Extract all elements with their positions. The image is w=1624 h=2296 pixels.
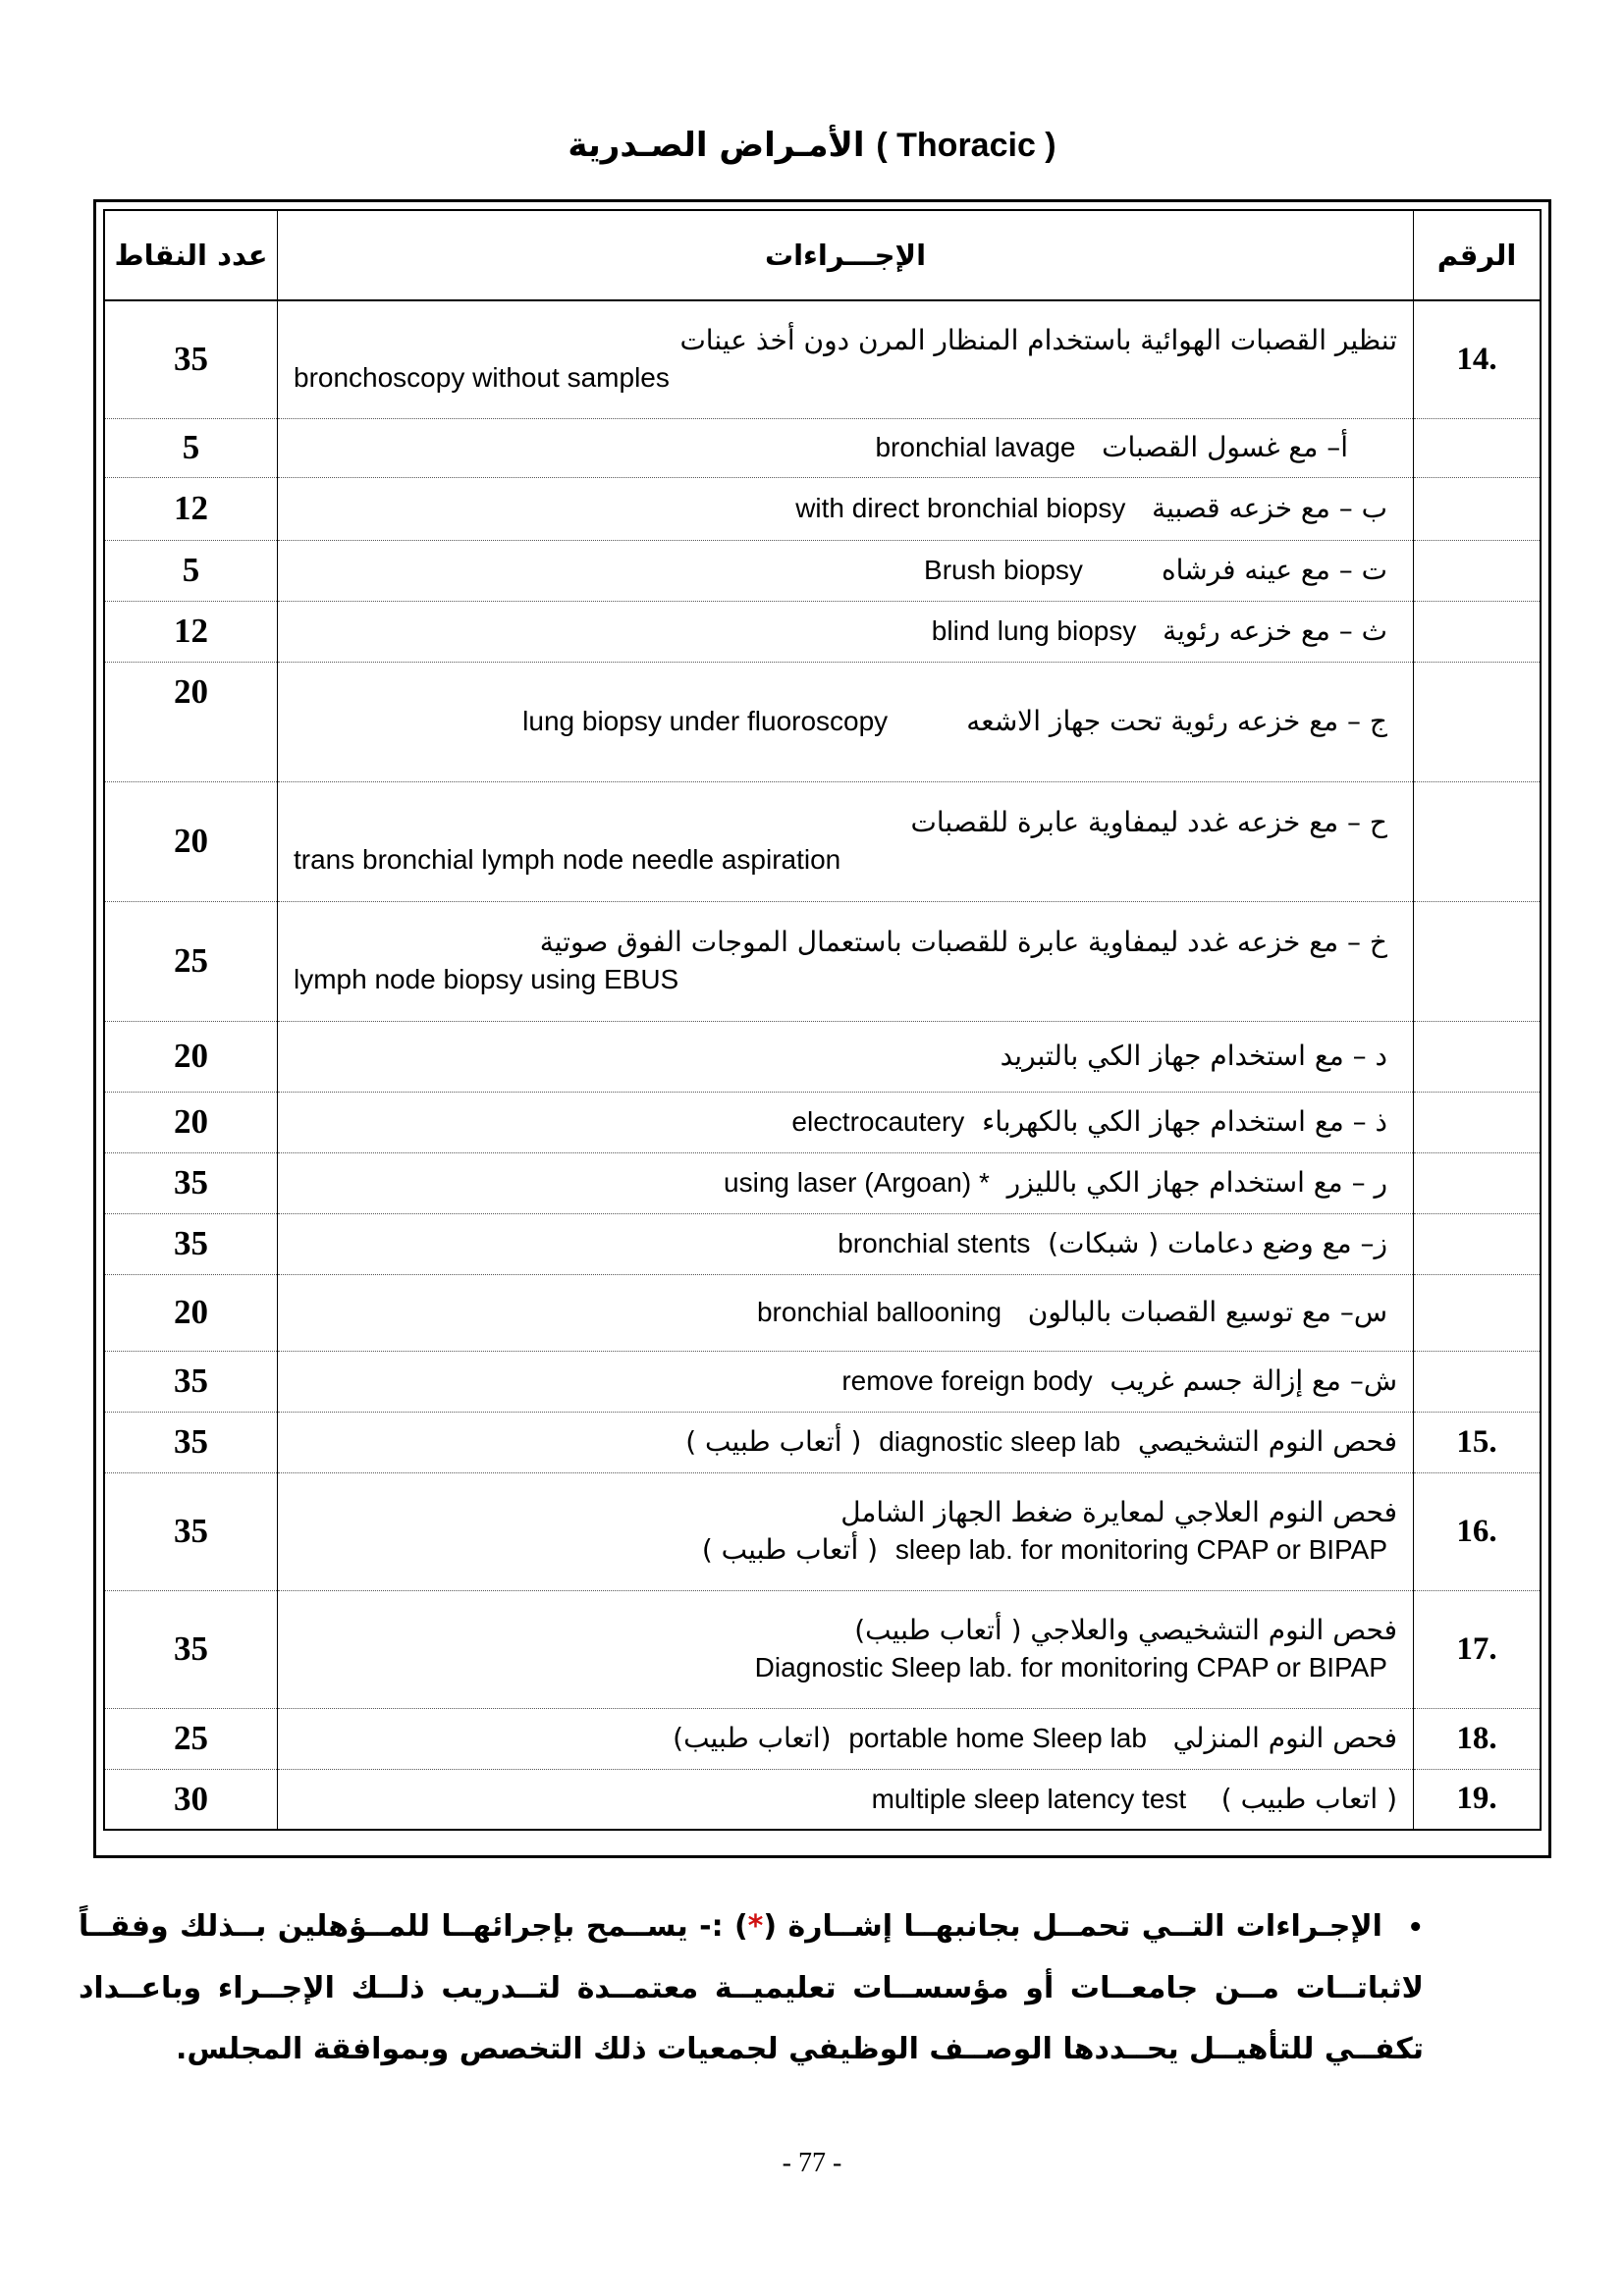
procedure-cell [278, 1021, 1414, 1092]
procedure-arabic: ر – مع استخدام جهاز الكي بالليزر [1006, 1166, 1387, 1200]
procedure-arabic: س– مع توسيع القصبات بالبالون [1027, 1296, 1387, 1329]
procedure-english: bronchial stents [838, 1228, 1031, 1259]
procedure-arabic: فحص النوم التشخيصي [1137, 1425, 1397, 1459]
procedure-cell [278, 601, 1414, 662]
row-number [1414, 781, 1542, 901]
table-row [104, 662, 1541, 781]
table-row [104, 1092, 1541, 1152]
procedure-arabic: فحص النوم العلاجي لمعايرة ضغط الجهاز الشامل [840, 1496, 1397, 1529]
row-number [1414, 1213, 1542, 1274]
table-row [104, 1412, 1541, 1472]
points-cell: 12 [104, 477, 278, 540]
points-cell: 35 [104, 1152, 278, 1213]
points-cell: 12 [104, 601, 278, 662]
procedure-cell [278, 1351, 1414, 1412]
table-row [104, 1274, 1541, 1351]
procedure-fee-note: ( أتعاب طبيب ) [701, 1533, 879, 1566]
procedure-arabic: ث – مع خزعه رئوية [1163, 614, 1387, 648]
table-row [104, 418, 1541, 477]
table-row [104, 1590, 1541, 1708]
procedure-fee-note: ( اتعاب طبيب ) [1220, 1782, 1397, 1815]
procedure-cell [278, 1472, 1414, 1590]
row-number [1414, 1274, 1542, 1351]
table-row [104, 1021, 1541, 1092]
header-points: عدد النقاط [104, 210, 278, 300]
table-row [104, 1708, 1541, 1769]
points-cell: 35 [104, 1472, 278, 1590]
row-number [1414, 1152, 1542, 1213]
procedure-english: lymph node biopsy using EBUS [294, 964, 679, 994]
procedure-cell [278, 1769, 1414, 1830]
procedure-english: remove foreign body [841, 1365, 1093, 1397]
procedure-arabic: خ – مع خزعه غدد ليمفاوية عابرة للقصبات باستعمال الموجات الفوق صوتية [539, 926, 1387, 959]
table-row [104, 1472, 1541, 1590]
title-english: ( Thoracic ) [876, 127, 1056, 164]
points-cell: 20 [104, 662, 278, 781]
points-cell: 5 [104, 418, 278, 477]
footnote-text-end: ) :- يســمح بإجرائهــا للمــؤهلين بــذلك وفقــاً لاثباتــات مــن جامعــات أو مؤسســات تعليميــة معتمــدة لتــدريب ذلــك الإجــراء وباعــداد تكفــي للتأهيــل يحــددها الوصــف الوظيفي لجمعيات ذلك التخصص وبموافقة المجلس. [79, 1909, 1424, 2066]
page-number: - 77 - [782, 2148, 842, 2178]
procedure-fee-note: (اتعاب طبيب) [673, 1722, 832, 1755]
points-cell: 5 [104, 540, 278, 601]
table-row [104, 540, 1541, 601]
procedure-arabic: د – مع استخدام جهاز الكي بالتبريد [1000, 1040, 1387, 1073]
procedure-english: electrocautery [791, 1106, 965, 1138]
procedure-cell [278, 1213, 1414, 1274]
row-number: .19 [1414, 1769, 1542, 1830]
procedure-english: lung biopsy under fluoroscopy [522, 706, 889, 737]
procedure-arabic: ب – مع خزعه قصبية [1152, 492, 1387, 525]
points-cell: 35 [104, 1351, 278, 1412]
row-number: .17 [1414, 1590, 1542, 1708]
points-cell: 35 [104, 1412, 278, 1472]
procedure-english: Diagnostic Sleep lab. for monitoring CPAP or BIPAP [754, 1652, 1387, 1682]
procedure-cell [278, 1092, 1414, 1152]
header-procedures: الإجـــراءات [278, 210, 1414, 300]
procedure-cell [278, 1152, 1414, 1213]
procedure-cell [278, 540, 1414, 601]
table-row [104, 781, 1541, 901]
procedure-arabic: ح – مع خزعه غدد ليمفاوية عابرة للقصبات [910, 806, 1387, 839]
procedure-cell [278, 662, 1414, 781]
procedure-english: with direct bronchial biopsy [795, 493, 1126, 524]
points-cell: 35 [104, 1590, 278, 1708]
procedure-english: bronchial lavage [875, 432, 1076, 463]
row-number [1414, 477, 1542, 540]
row-number: .18 [1414, 1708, 1542, 1769]
procedure-english: bronchial ballooning [756, 1297, 1002, 1328]
procedure-arabic: ز– مع وضع دعامات ( شبكات) [1048, 1227, 1387, 1260]
procedure-cell [278, 1590, 1414, 1708]
points-cell: 25 [104, 1708, 278, 1769]
procedure-cell [278, 1274, 1414, 1351]
procedure-english: * (Argoan) using laser [724, 1167, 990, 1199]
points-cell: 25 [104, 901, 278, 1021]
row-number [1414, 418, 1542, 477]
procedure-arabic: فحص النوم التشخيصي والعلاجي ( أتعاب طبيب) [854, 1614, 1397, 1647]
row-number [1414, 901, 1542, 1021]
row-number [1414, 662, 1542, 781]
table-row [104, 901, 1541, 1021]
procedure-cell [278, 300, 1414, 418]
page-title [0, 126, 1624, 165]
row-number [1414, 601, 1542, 662]
table-row [104, 300, 1541, 418]
points-cell: 20 [104, 781, 278, 901]
procedure-english: Brush biopsy [924, 555, 1083, 586]
procedure-cell [278, 477, 1414, 540]
procedure-cell [278, 1412, 1414, 1472]
procedure-arabic: أ– مع غسول القصبات [1102, 431, 1348, 464]
table-row [104, 1769, 1541, 1830]
procedure-cell [278, 901, 1414, 1021]
row-number: .16 [1414, 1472, 1542, 1590]
table-row [104, 1351, 1541, 1412]
procedure-cell [278, 418, 1414, 477]
row-number: .15 [1414, 1412, 1542, 1472]
procedure-arabic: تنظير القصبات الهوائية باستخدام المنظار المرن دون أخذ عينات [679, 324, 1397, 357]
header-number: الرقم [1414, 210, 1542, 300]
points-cell: 30 [104, 1769, 278, 1830]
row-number [1414, 1092, 1542, 1152]
table-row [104, 601, 1541, 662]
footnote [79, 1896, 1424, 2080]
row-number: .14 [1414, 300, 1542, 418]
procedure-cell [278, 781, 1414, 901]
points-cell: 35 [104, 1213, 278, 1274]
procedure-fee-note: ( أتعاب طبيب ) [685, 1425, 862, 1459]
title-arabic: الأمـراض الصـدرية [568, 126, 865, 165]
points-cell: 20 [104, 1021, 278, 1092]
footnote-text-start: الإجـراءات التــي تحمــل بجانبهــا إشــارة ( [763, 1909, 1382, 1944]
procedure-english: portable home Sleep lab [848, 1723, 1147, 1754]
procedure-arabic: ذ – مع استخدام جهاز الكي بالكهرباء [982, 1105, 1387, 1139]
procedure-arabic: ش– مع إزالة جسم غريب [1110, 1364, 1397, 1398]
points-cell: 35 [104, 300, 278, 418]
procedure-english: bronchoscopy without samples [294, 362, 670, 394]
procedures-table-frame [93, 199, 1551, 1858]
procedures-table [103, 209, 1542, 1831]
procedure-english: trans bronchial lymph node needle aspiration [294, 844, 841, 875]
points-cell: 20 [104, 1092, 278, 1152]
row-number [1414, 1021, 1542, 1092]
row-number [1414, 540, 1542, 601]
procedure-cell [278, 1708, 1414, 1769]
procedure-arabic: فحص النوم المنزلي [1172, 1722, 1397, 1755]
row-number [1414, 1351, 1542, 1412]
table-row [104, 477, 1541, 540]
procedure-english: multiple sleep latency test [871, 1783, 1187, 1814]
points-cell: 20 [104, 1274, 278, 1351]
procedure-arabic: ت – مع عينه فرشاه [1162, 554, 1387, 587]
procedure-english: diagnostic sleep lab [879, 1426, 1121, 1458]
asterisk-mark: * [747, 1909, 764, 1944]
table-header-row [104, 210, 1541, 300]
table-row [104, 1152, 1541, 1213]
table-row [104, 1213, 1541, 1274]
procedure-english: blind lung biopsy [931, 615, 1137, 647]
procedure-english: sleep lab. for monitoring CPAP or BIPAP [894, 1534, 1387, 1565]
procedure-arabic: ج – مع خزعه رئوية تحت جهاز الاشعه [966, 705, 1387, 738]
bullet-icon: • [1407, 1913, 1425, 1943]
